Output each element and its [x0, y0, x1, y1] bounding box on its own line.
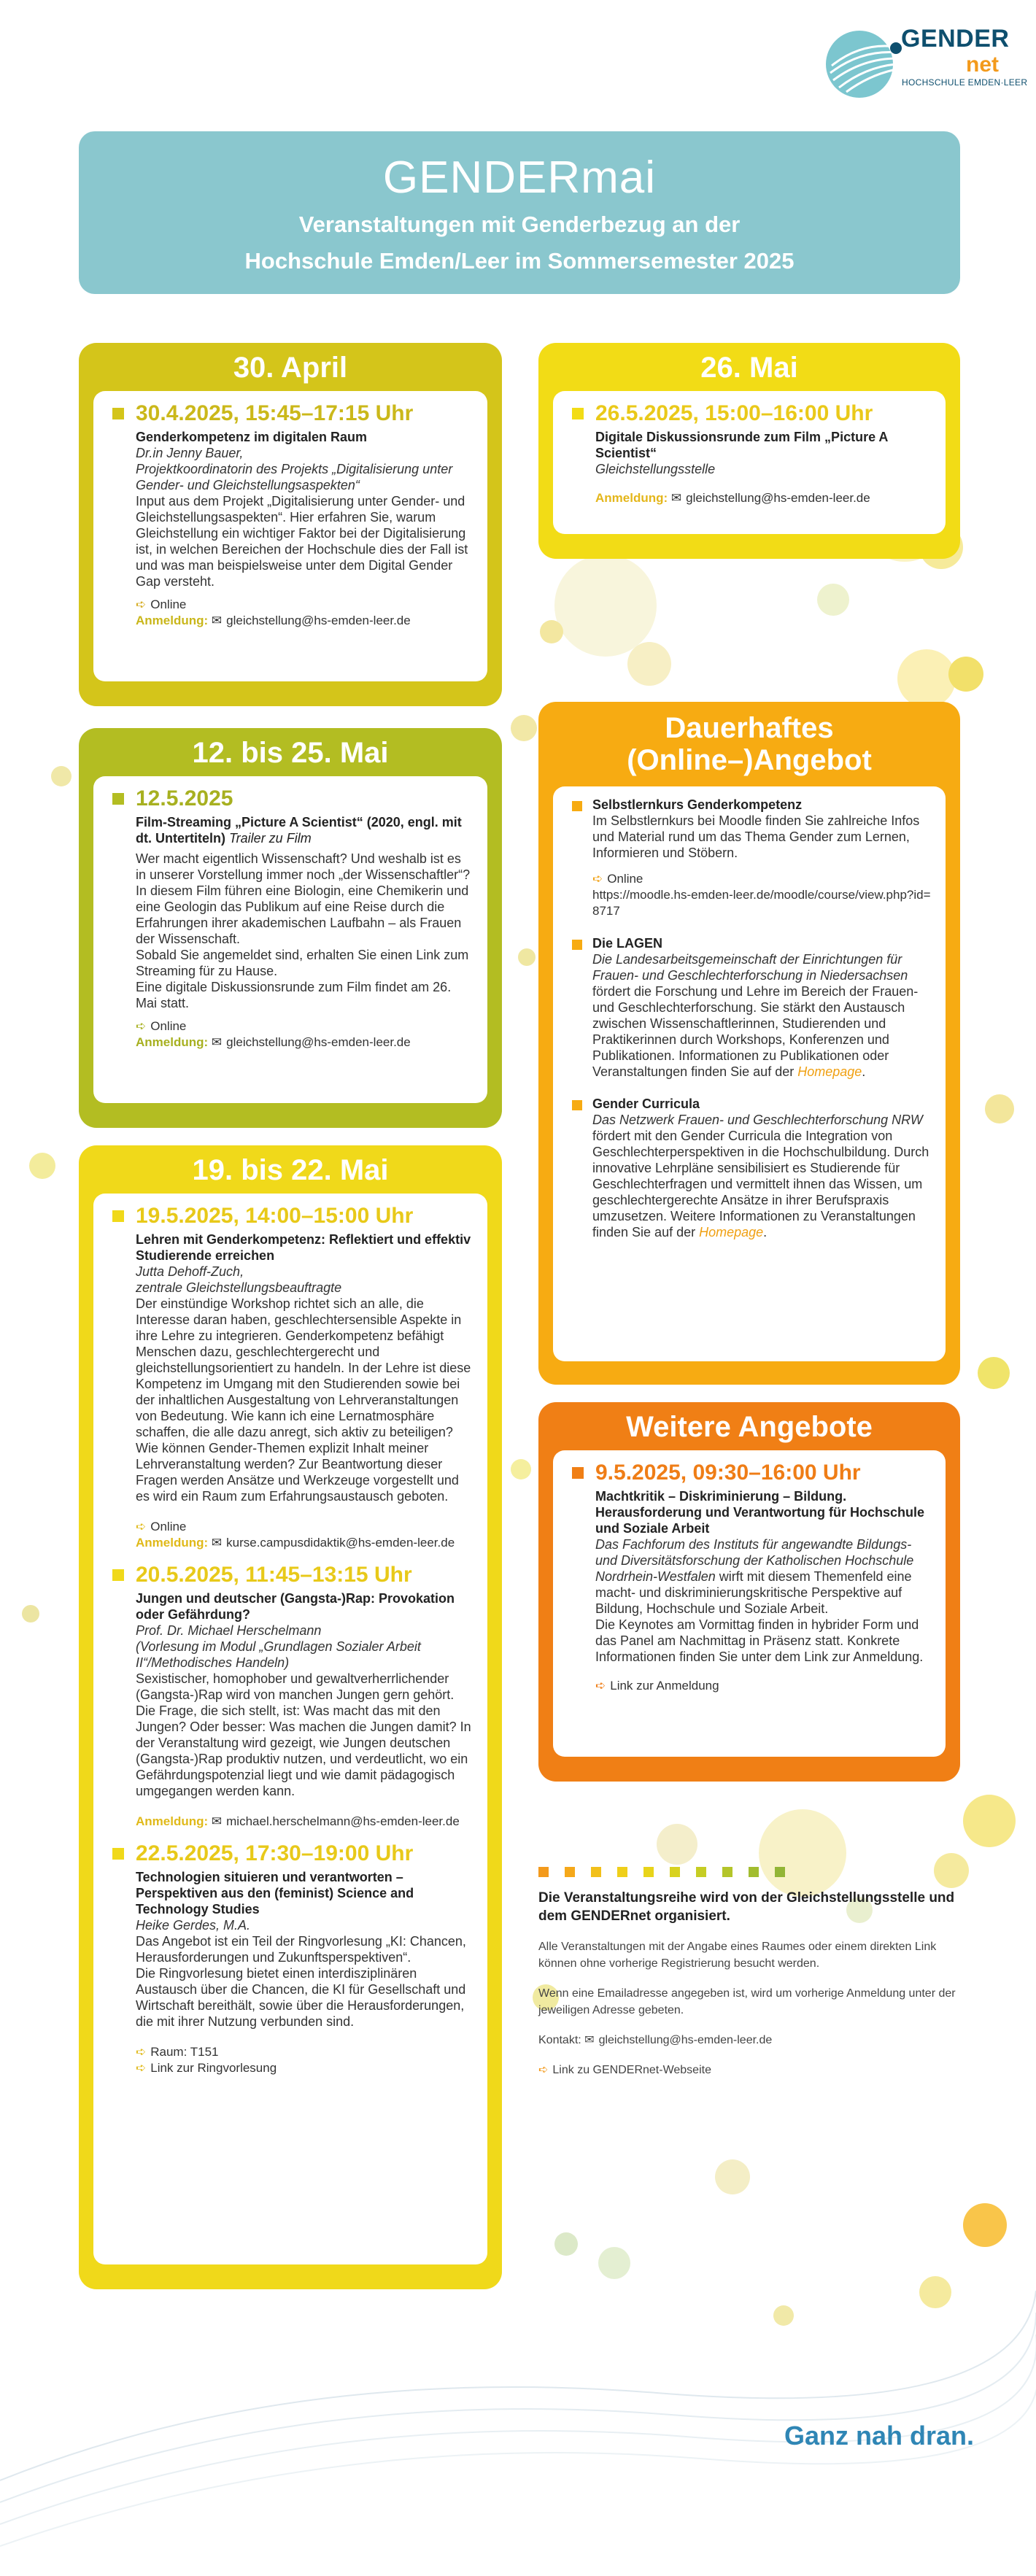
- arrow-right-icon: ➪: [538, 2064, 549, 2076]
- decorative-bubble: [554, 554, 657, 657]
- decorative-bubble: [817, 584, 849, 616]
- registration-email[interactable]: kurse.campusdidaktik@hs-emden-leer.de: [226, 1536, 455, 1550]
- room-info: ➪ Raum: T151: [136, 2045, 219, 2059]
- registration-email[interactable]: michael.herschelmann@hs-emden-leer.de: [226, 1814, 460, 1828]
- bullet-square-icon: [572, 801, 582, 811]
- arrow-right-icon: ➪: [136, 2061, 147, 2075]
- event-title: Technologien situieren und verantworten – Perspektiven aus den (feminist) Science and Technology Studies: [136, 1870, 414, 1916]
- event-date: 30.4.2025, 15:45–17:15 Uhr: [136, 401, 414, 425]
- moodle-url[interactable]: https://moodle.hs-emden-leer.de/moodle/course/view.php?id=8717: [592, 888, 931, 918]
- offer-item: [569, 935, 932, 1080]
- footer-dot: [722, 1867, 732, 1877]
- offer-description: Das Netzwerk Frauen- und Geschlechterforschung NRW fördert mit den Gender Curricula die Integration von Geschlechterperspektiven in die Hochschulbildung. Durch innovative Lehrpläne sensibilisiert es Studierende für Geschlechterfragen und vermittelt ihnen das Wissen, um geschlechtergerechte Ansätze in ihrer Berufspraxis umzusetzen. Weitere Informationen zu Veranstaltungen finden Sie auf der Homepage.: [592, 1113, 929, 1239]
- card-heading: 19. bis 22. Mai: [192, 1154, 389, 1186]
- event-date: 20.5.2025, 11:45–13:15 Uhr: [136, 1563, 412, 1587]
- bullet-square-icon: [572, 1100, 582, 1110]
- card-heading: Weitere Angebote: [626, 1411, 873, 1443]
- footer-dot: [617, 1867, 627, 1877]
- bullet-square-icon: [572, 1467, 584, 1479]
- footer-dot-row: [538, 1867, 976, 1877]
- event-title: Jungen und deutscher (Gangsta-)Rap: Provokation oder Gefährdung?: [136, 1591, 455, 1622]
- event-date: 12.5.2025: [136, 786, 233, 811]
- decorative-bubble: [540, 620, 563, 643]
- bullet-square-icon: [572, 940, 582, 950]
- event-speaker: Heike Gerdes, M.A.: [136, 1918, 251, 1933]
- decorative-bubble: [511, 715, 537, 741]
- decorative-bubble: [29, 1153, 55, 1179]
- decorative-bubble: [897, 649, 956, 708]
- event-description: Der einstündige Workshop richtet sich an alle, die Interesse daran haben, geschlechtersensible Aspekte in ihre Lehre zu integrieren. Genderkompetenz befähigt Menschen dazu, geschlechtergerecht und gleichstellungsorientiert zu handeln. In der Lehre ist diese Kompetenz im Umgang mit den Studierenden sowie bei der inhaltlichen Ausgestaltung von Lehrveranstaltungen von Bedeutung. Wie kann ich eine Lernatmosphäre schaffen, die alle dazu anregt, sich aktiv zu beteiligen? Wie können Gender-Themen explizit Inhalt meiner Lehrveranstaltung werden? Zur Beantwortung dieser Fragen werden Ansätze und Werkzeuge vorgestellt und es wird ein Raum zum Erfahrungsaustausch geboten.: [136, 1296, 471, 1504]
- event-title: Lehren mit Genderkompetenz: Reflektiert und effektiv Studierende erreichen: [136, 1232, 471, 1263]
- card-30-april: [79, 343, 502, 706]
- offer-item: [569, 797, 932, 919]
- page-subtitle-line-1: Veranstaltungen mit Genderbezug an der: [298, 212, 741, 237]
- header-banner: [79, 131, 960, 294]
- offer-title: Gender Curricula: [592, 1096, 700, 1111]
- event-meta: [136, 1519, 474, 1551]
- decorative-bubble: [657, 1824, 697, 1865]
- event-title: Machtkritik – Diskriminierung – Bildung. Herausforderung und Verantwortung für Hochschule und Soziale Arbeit: [595, 1489, 925, 1536]
- event-item: [569, 401, 932, 506]
- event-date: 26.5.2025, 15:00–16:00 Uhr: [595, 401, 873, 425]
- decorative-bubble: [963, 1795, 1016, 1847]
- decorative-swirl-lines: [0, 2203, 1036, 2568]
- bullet-square-icon: [112, 1210, 124, 1222]
- event-meta: [136, 2044, 474, 2076]
- decorative-bubble: [715, 2159, 750, 2194]
- envelope-icon: ✉: [584, 2034, 595, 2046]
- event-description: Das Fachforum des Instituts für angewandte Bildungs- und Diversitätsforschung der Katholischen Hochschule Nordrhein-Westfalen wirft mit diesem Themenfeld eine macht- und diskriminierungskritische Perspektive auf Bildung, Hochschule und Soziale Arbeit. Die Keynotes am Vormittag finden in hybrider Form und das Panel am Nachmittag in Präsenz statt. Konkrete Informationen finden Sie unter dem Link zur Anmeldung.: [595, 1537, 924, 1664]
- event-description: Input aus dem Projekt „Digitalisierung unter Gender- und Gleichstellungsaspekten“. Hier erfahren Sie, warum Gleichstellung ein wichtiger Faktor bei der Digitalisierung ist, in welchen Bereichen der Hochschule dies der Fall ist und was man beispielsweise unter dem Digital Gender Gap versteht.: [136, 494, 468, 589]
- decorative-bubble: [511, 1459, 531, 1480]
- event-item: [109, 401, 474, 629]
- card-dauerhaftes-angebot: [538, 702, 960, 1385]
- bullet-square-icon: [112, 1848, 124, 1860]
- registration-email[interactable]: gleichstellung@hs-emden-leer.de: [226, 614, 411, 627]
- event-speaker: Jutta Dehoff-Zuch, zentrale Gleichstellungsbeauftragte: [136, 1264, 342, 1295]
- page-title: GENDERmai: [382, 152, 657, 203]
- gendernet-link[interactable]: ➪ Link zu GENDERnet-Webseite: [538, 2062, 976, 2078]
- envelope-icon: ✉: [211, 1536, 223, 1550]
- arrow-right-icon: ➪: [136, 1019, 147, 1033]
- footer-dot: [643, 1867, 654, 1877]
- homepage-link[interactable]: Homepage: [797, 1064, 862, 1079]
- envelope-icon: ✉: [211, 1814, 223, 1828]
- event-meta: [136, 597, 474, 629]
- event-item: [109, 1841, 474, 2076]
- footer-dot: [538, 1867, 549, 1877]
- event-speaker: Dr.in Jenny Bauer, Projektkoordinatorin des Projekts „Digitalisierung unter Gender- und Gleichstellungsaspekten“: [136, 446, 453, 492]
- online-link[interactable]: ➪ Online: [136, 597, 187, 611]
- envelope-icon: ✉: [211, 1035, 223, 1049]
- arrow-right-icon: ➪: [136, 2045, 147, 2059]
- footer-dot: [565, 1867, 575, 1877]
- registration-note-2: Wenn eine Emailadresse angegeben ist, wird um vorherige Anmeldung unter der jeweiligen Adresse gebeten.: [538, 1987, 956, 2016]
- bullet-square-icon: [112, 408, 124, 419]
- online-link[interactable]: ➪ Online: [592, 872, 643, 886]
- event-speaker: Prof. Dr. Michael Herschelmann (Vorlesung im Modul „Grundlagen Sozialer Arbeit II“/Methodisches Handeln): [136, 1623, 421, 1670]
- decorative-bubble: [985, 1094, 1014, 1123]
- contact-email[interactable]: gleichstellung@hs-emden-leer.de: [598, 2034, 773, 2046]
- event-item: [569, 1461, 932, 1694]
- event-title: Film-Streaming „Picture A Scientist“ (2020, engl. mit dt. Untertiteln) Trailer zu Film: [136, 815, 462, 846]
- decorative-bubble: [978, 1357, 1010, 1389]
- envelope-icon: ✉: [670, 491, 682, 505]
- event-item: [109, 1563, 474, 1830]
- event-meta: [136, 1814, 474, 1830]
- card-heading: 26. Mai: [700, 352, 798, 384]
- registration-note-1: Alle Veranstaltungen mit der Angabe eines Raumes oder einem direkten Link können ohne vorherige Registrierung besucht werden.: [538, 1941, 937, 1970]
- registration-row: Anmeldung: ✉ kurse.campusdidaktik@hs-emden-leer.de: [136, 1536, 455, 1550]
- arrow-right-icon: ➪: [136, 1520, 147, 1533]
- offer-title: Selbstlernkurs Genderkompetenz: [592, 797, 803, 812]
- arrow-right-icon: ➪: [136, 597, 147, 611]
- registration-email[interactable]: gleichstellung@hs-emden-leer.de: [226, 1035, 411, 1049]
- footer-dot: [670, 1867, 680, 1877]
- event-date: 9.5.2025, 09:30–16:00 Uhr: [595, 1461, 861, 1485]
- page-subtitle-line-2: Hochschule Emden/Leer im Sommersemester 2025: [244, 248, 795, 274]
- card-weitere-angebote: [538, 1402, 960, 1782]
- registration-row: Anmeldung: ✉ michael.herschelmann@hs-emden-leer.de: [136, 1814, 460, 1828]
- footer-info: [538, 1867, 976, 2078]
- event-item: [109, 786, 474, 1051]
- registration-link[interactable]: ➪ Link zur Anmeldung: [595, 1679, 719, 1693]
- offer-description: Die Landesarbeitsgemeinschaft der Einrichtungen für Frauen- und Geschlechterforschung in Niedersachsen fördert die Forschung und Lehre im Bereich der Frauen- und Geschlechterforschung. Sie stärkt den Austausch zwischen Wissenschaftlerinnen, Studierenden und Praktikerinnen durch Workshops, Konferenzen und Publikationen. Informationen zu Publikationen oder Veranstaltungen finden Sie auf der Homepage.: [592, 952, 919, 1079]
- offer-title: Die LAGEN: [592, 936, 663, 951]
- event-description: Das Angebot ist ein Teil der Ringvorlesung „KI: Chancen, Herausforderungen und Zukunftsperspektiven“. Die Ringvorlesung bietet einen interdisziplinären Austausch über die Chancen, die KI für Gesellschaft und Wirtschaft bereithält, sowie über die Herausforderungen, die mit ihrer Nutzung verbunden sind.: [136, 1934, 466, 2029]
- bullet-square-icon: [112, 793, 124, 805]
- event-meta: [136, 1018, 474, 1051]
- decorative-bubble: [948, 657, 983, 692]
- registration-row: Anmeldung: ✉ gleichstellung@hs-emden-leer.de: [136, 614, 411, 627]
- event-meta: [595, 1678, 932, 1694]
- online-link[interactable]: ➪ Online: [136, 1019, 187, 1033]
- event-item: [109, 1204, 474, 1551]
- ringvorlesung-link[interactable]: ➪ Link zur Ringvorlesung: [136, 2061, 277, 2075]
- event-meta: [595, 490, 932, 506]
- online-link[interactable]: ➪ Online: [136, 1520, 187, 1533]
- trailer-link[interactable]: Trailer zu Film: [229, 831, 312, 846]
- registration-email[interactable]: gleichstellung@hs-emden-leer.de: [686, 491, 870, 505]
- logo-net: net: [966, 53, 999, 77]
- envelope-icon: ✉: [211, 614, 223, 627]
- bullet-square-icon: [572, 408, 584, 419]
- card-heading: 12. bis 25. Mai: [192, 737, 389, 769]
- homepage-link[interactable]: Homepage: [699, 1225, 764, 1239]
- event-date: 19.5.2025, 14:00–15:00 Uhr: [136, 1204, 414, 1228]
- card-heading: 30. April: [233, 352, 348, 384]
- footer-dot: [696, 1867, 706, 1877]
- arrow-right-icon: ➪: [595, 1679, 606, 1693]
- decorative-bubble: [627, 642, 671, 686]
- arrow-right-icon: ➪: [592, 872, 603, 886]
- offer-item: [569, 1096, 932, 1240]
- card-19-22-mai: [79, 1145, 502, 2289]
- decorative-bubble: [22, 1605, 39, 1622]
- logo-wordmark: GENDER: [901, 25, 1010, 53]
- bullet-square-icon: [112, 1569, 124, 1581]
- card-heading: Dauerhaftes (Online–)Angebot: [627, 712, 872, 776]
- tagline: Ganz nah dran.: [784, 2421, 975, 2451]
- registration-row: Anmeldung: ✉ gleichstellung@hs-emden-leer.de: [595, 491, 870, 505]
- footer-dot: [749, 1867, 759, 1877]
- registration-row: Anmeldung: ✉ gleichstellung@hs-emden-leer.de: [136, 1035, 411, 1049]
- organizer-note: Die Veranstaltungsreihe wird von der Gleichstellungsstelle und dem GENDERnet organisiert.: [538, 1890, 955, 1924]
- decorative-bubble: [51, 766, 71, 786]
- event-description: Sexistischer, homophober und gewaltverherrlichender (Gangsta-)Rap wird von manchen Jungen gern gehört. Die Frage, die sich stellt, ist: Was macht das mit den Jungen? Oder besser: Was machen die Jungen damit? In der Veranstaltung wird gezeigt, wie Jungen deutschen (Gangsta-)Rap produktiv nutzen, und verdeutlicht, wo ein Gefährdungspotenzial liegt und wie damit pädagogisch umgegangen werden kann.: [136, 1671, 471, 1798]
- card-26-mai: [538, 343, 960, 559]
- footer-dot: [591, 1867, 601, 1877]
- event-title: Digitale Diskussionsrunde zum Film „Picture A Scientist“: [595, 430, 888, 460]
- event-title: Genderkompetenz im digitalen Raum: [136, 430, 368, 444]
- offer-meta: [592, 871, 932, 919]
- card-12-25-mai: [79, 728, 502, 1128]
- contact-row: Kontakt: ✉ gleichstellung@hs-emden-leer.de: [538, 2032, 976, 2049]
- decorative-bubble: [518, 948, 536, 966]
- event-speaker: Gleichstellungsstelle: [595, 462, 716, 476]
- footer-dot: [775, 1867, 785, 1877]
- event-date: 22.5.2025, 17:30–19:00 Uhr: [136, 1841, 414, 1865]
- offer-description: Im Selbstlernkurs bei Moodle finden Sie zahlreiche Infos und Material rund um das Thema Gender zum Lernen, Informieren und Stöbern.: [592, 813, 920, 860]
- event-description: Wer macht eigentlich Wissenschaft? Und weshalb ist es in unserer Vorstellung immer noch „der Wissenschaftler“? In diesem Film führen eine Biologin, eine Chemikerin und eine Geologin das Publikum auf eine Reise durch die Erfahrungen ihrer akademischen Laufbahn – als Frauen der Wissenschaft. Sobald Sie angemeldet sind, erhalten Sie einen Link zum Streaming für zu Hause. Eine digitale Diskussionsrunde zum Film findet am 26. Mai statt.: [136, 851, 471, 1010]
- logo-subline: HOCHSCHULE EMDEN·LEER: [902, 77, 1028, 88]
